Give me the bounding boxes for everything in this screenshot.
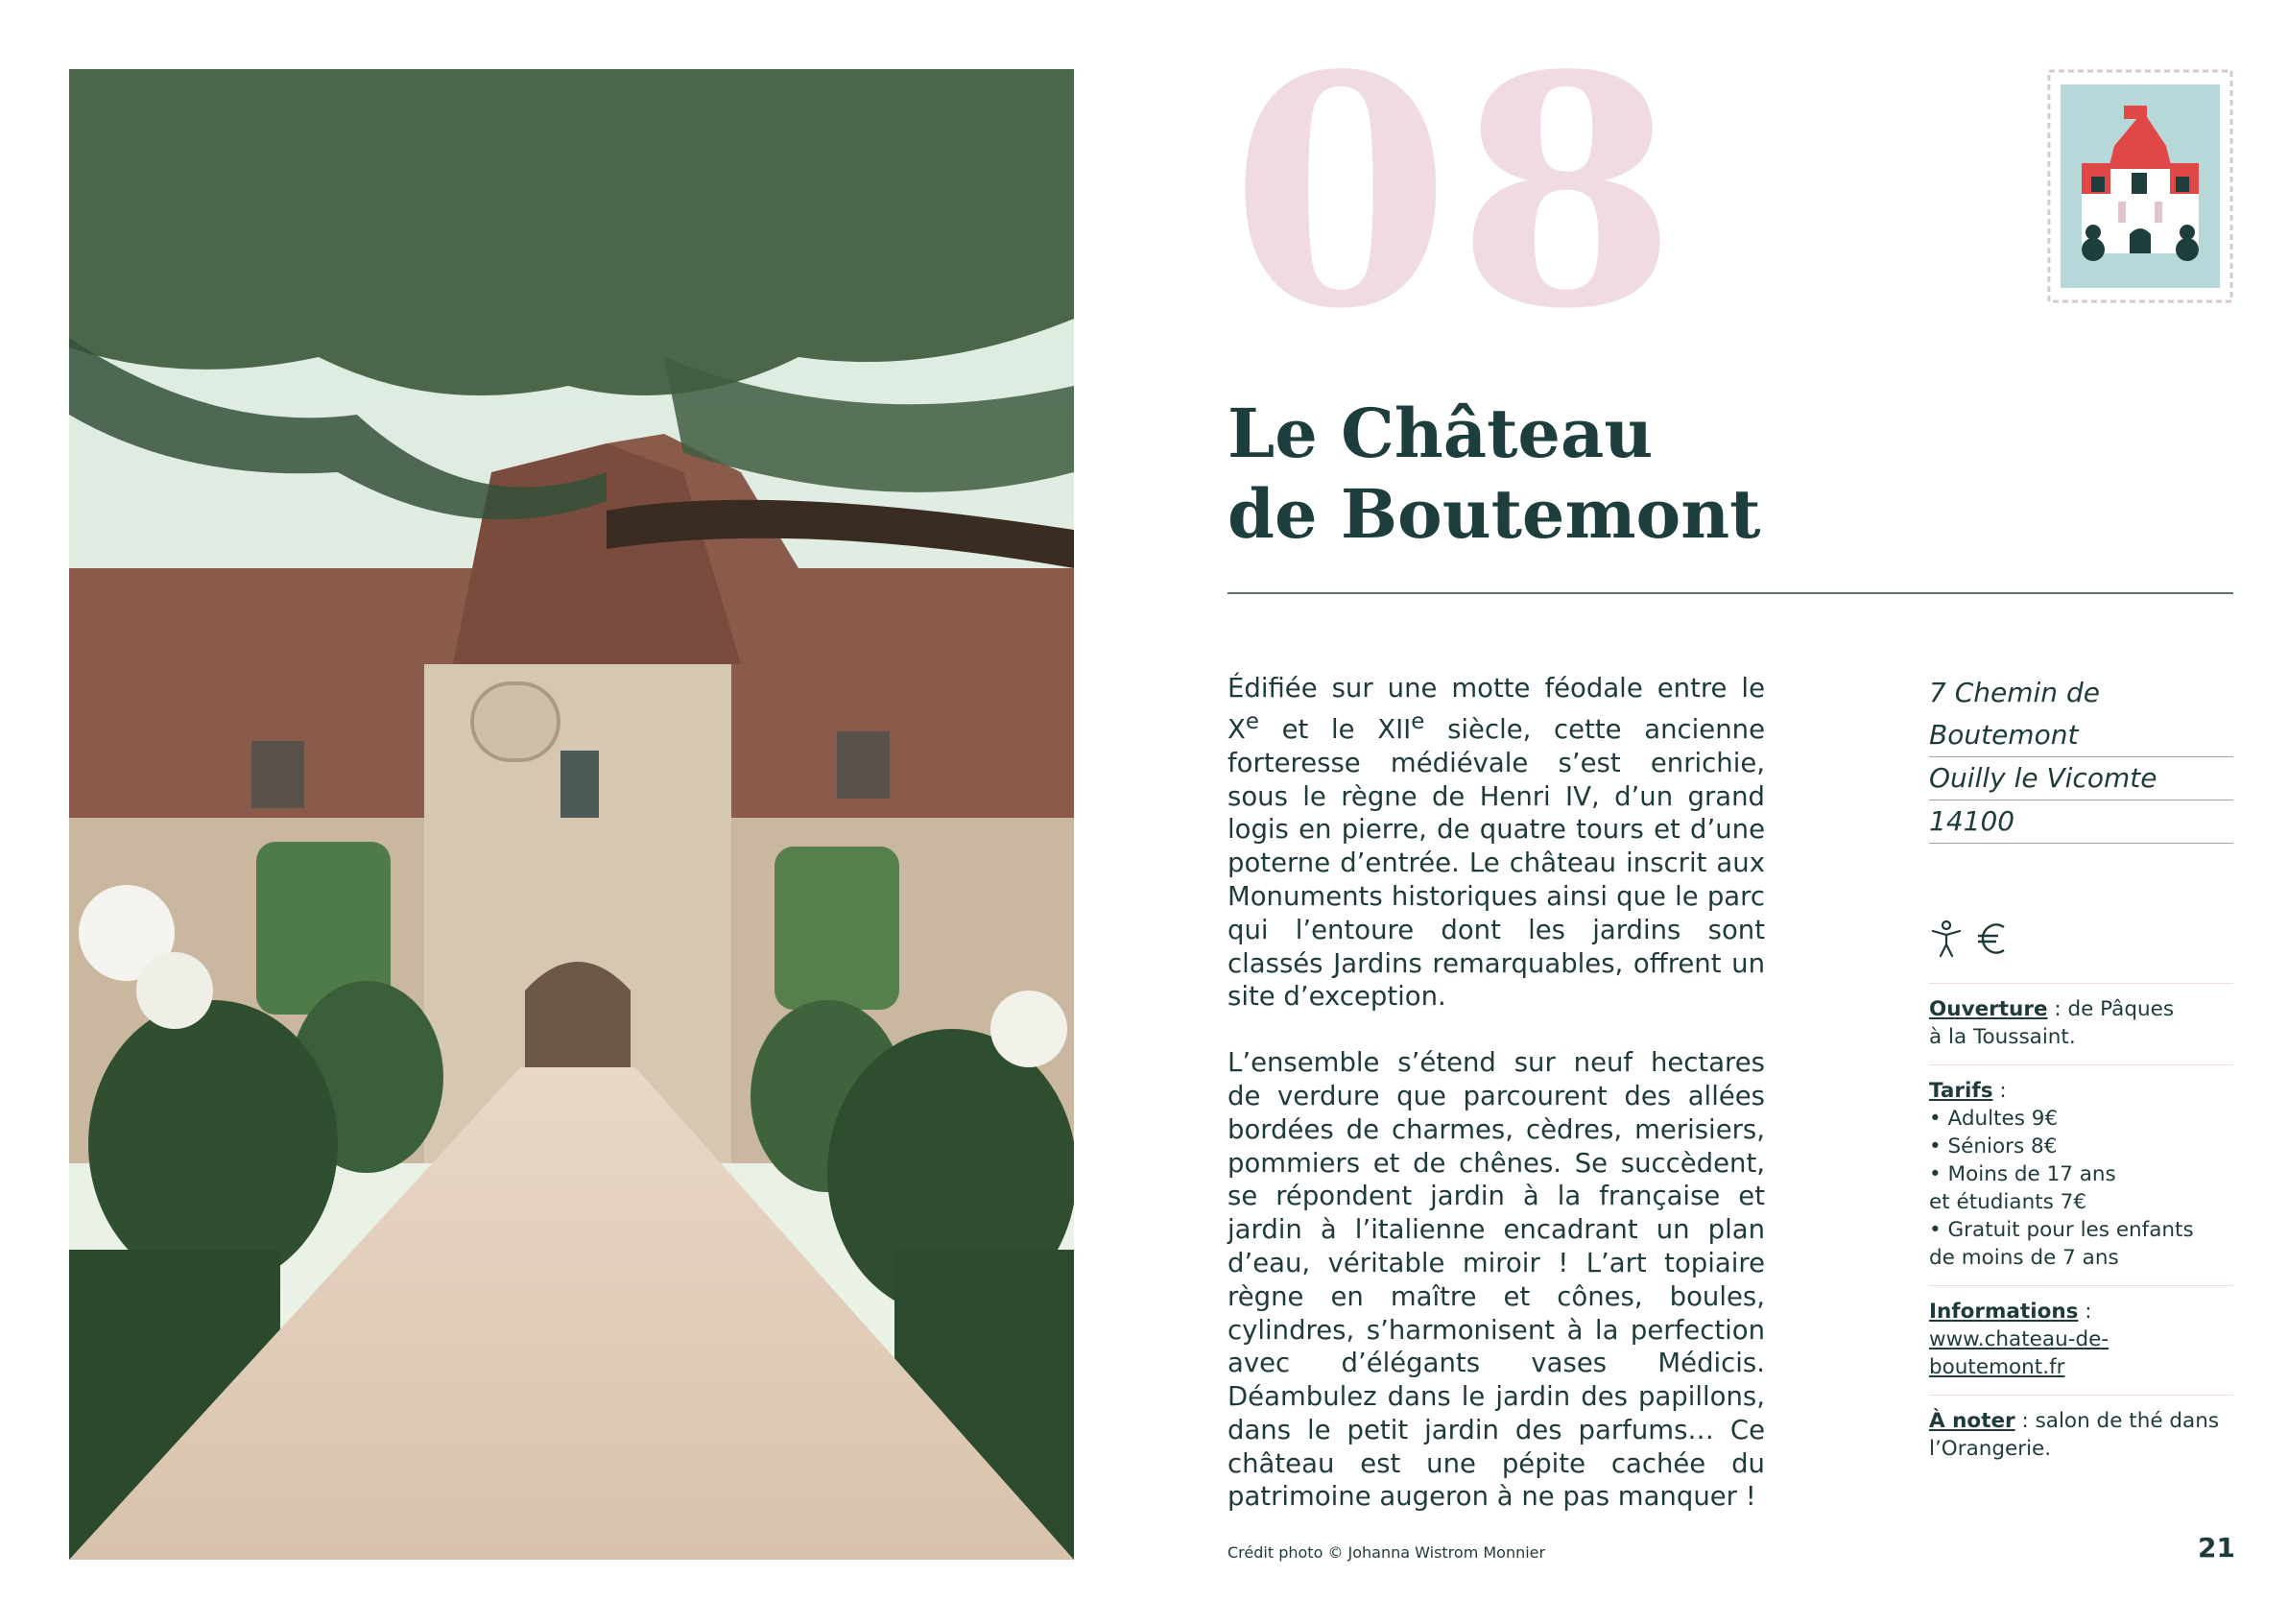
page-number: 21 <box>2198 1532 2235 1564</box>
opening-text-2: à la Toussaint. <box>1929 1025 2076 1049</box>
informations-section <box>1929 1285 2233 1395</box>
title-divider <box>1227 592 2233 594</box>
address-postcode: 14100 <box>1929 800 2233 844</box>
address-street: 7 Chemin de Boutemont <box>1929 672 2233 757</box>
website-link[interactable]: www.chateau-de-boutemont.fr <box>1929 1327 2109 1379</box>
address-block <box>1929 672 2233 844</box>
page-title <box>1227 394 1995 555</box>
opening-text: : de Pâques <box>2047 997 2175 1021</box>
tarif-item: de moins de 7 ans <box>1929 1246 2119 1270</box>
description-paragraph-1 <box>1227 672 1765 1014</box>
description-text: et le XII <box>1258 713 1412 745</box>
tarif-item: • Moins de 17 ans <box>1929 1162 2116 1186</box>
practical-info <box>1929 983 2233 1476</box>
superscript: e <box>1411 708 1425 734</box>
euro-icon <box>1975 919 2014 958</box>
photo-credit: Crédit photo © Johanna Wistrom Monnier <box>1227 1543 1546 1562</box>
description-text: Édifiée sur une motte féodale entre le X <box>1227 673 1765 745</box>
opening-label: Ouverture <box>1929 997 2048 1021</box>
tarifs-section <box>1929 1064 2233 1285</box>
note-text-2: l’Orangerie. <box>1929 1437 2052 1461</box>
title-line-2: de Boutemont <box>1227 474 1761 554</box>
chateau-garden-photo <box>69 69 1074 1560</box>
description <box>1227 672 1765 1546</box>
tarif-item: • Adultes 9€ <box>1929 1107 2059 1131</box>
amenity-icons <box>1929 919 2014 958</box>
address-city: Ouilly le Vicomte <box>1929 757 2233 800</box>
description-paragraph-2: L’ensemble s’étend sur neuf hectares de verdure que parcourent des allées bordées de charmes, cèdres, merisiers, pommiers et de chênes. Se succèdent, se répondent jardin à la française et jardin à l’italienne encadrant un plan d’eau, véritable miroir ! L’art topiaire règne en maître et cônes, boules, cylindres, s’harmonisent à la perfection avec d’élégants vases Médicis. Déambulez dans le jardin des papillons, dans le petit jardin des parfums… Ce château est une pépite cachée du patrimoine augeron à ne pas manquer ! <box>1227 1047 1765 1513</box>
tarif-item: • Séniors 8€ <box>1929 1134 2058 1158</box>
tarifs-label: Tarifs <box>1929 1079 1993 1103</box>
tarifs-colon: : <box>1992 1079 2007 1103</box>
title-line-1: Le Château <box>1227 394 1654 473</box>
note-section <box>1929 1395 2233 1476</box>
opening-section <box>1929 983 2233 1064</box>
tarif-item: et étudiants 7€ <box>1929 1190 2087 1214</box>
chateau-stamp-icon <box>2047 69 2233 303</box>
section-number: 08 <box>1230 6 1683 378</box>
note-text: : salon de thé dans <box>2014 1409 2220 1433</box>
informations-colon: : <box>2078 1300 2092 1324</box>
superscript: e <box>1245 708 1259 734</box>
description-text: siècle, cette ancienne forteresse médiévale s’est enrichie, sous le règne de Henri IV, d’un grand logis en pierre, de quatre tours et d’une poterne d’entrée. Le château inscrit aux Monuments historiques ainsi que le parc qui l’entoure dont les jardins sont classés Jardins remarquables, offrent un site d’exception. <box>1227 713 1765 1013</box>
photo-illustration <box>69 69 1074 1560</box>
accessibility-icon <box>1929 919 1964 958</box>
informations-label: Informations <box>1929 1300 2079 1324</box>
tarif-item: • Gratuit pour les enfants <box>1929 1218 2194 1242</box>
note-label: À noter <box>1929 1409 2015 1433</box>
